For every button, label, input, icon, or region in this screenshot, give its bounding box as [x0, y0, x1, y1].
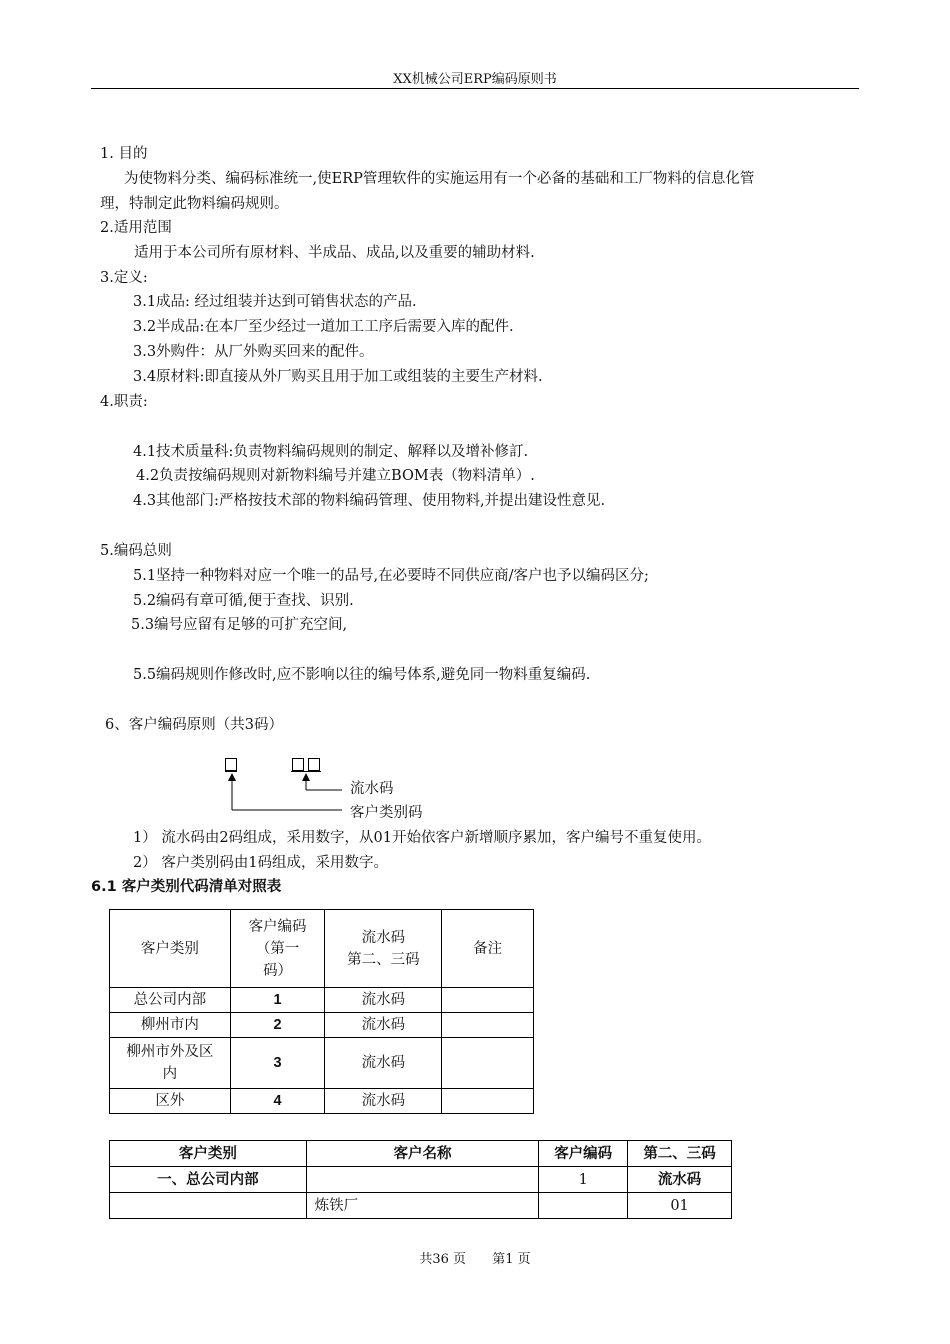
duty-item: 4.2负责按编码规则对新物料编号并建立BOM表（物料清单）. — [136, 468, 535, 484]
note-cell — [442, 1089, 534, 1114]
section-6-1-title: 6.1 客户类别代码清单对照表 — [91, 879, 282, 895]
category-cell: 柳州市外及区 内 — [110, 1038, 231, 1089]
customer-list-table — [109, 1140, 732, 1219]
total-pages: 共36 页 — [419, 1252, 466, 1267]
header-cell: 客户类别 — [110, 910, 231, 988]
section-2-title: 2.适用范围 — [100, 220, 172, 236]
header-cell: 客户名称 — [306, 1141, 539, 1167]
rule-item: 5.3编号应留有足够的可扩充空间, — [131, 617, 348, 633]
header-cell: 客户编码 — [539, 1141, 628, 1167]
duty-item: 4.3其他部门:严格按技术部的物料编码管理、使用物料,并提出建设性意见. — [133, 493, 606, 509]
header-cell: 客户编码 （第一 码） — [230, 910, 325, 988]
code-cell: 1 — [539, 1167, 628, 1193]
header-cell: 客户类别 — [110, 1141, 307, 1167]
pointer-arrows — [220, 770, 350, 815]
category-cell: 总公司内部 — [110, 988, 231, 1013]
rule-item: 5.1坚持一种物料对应一个唯一的品号,在必要時不同供应商/客户也予以编码区分; — [133, 568, 649, 584]
code-note: 1） 流水码由2码组成，采用数字，从01开始依客户新增顺序累加，客户编号不重复使用。 — [133, 830, 712, 846]
serial-cell: 01 — [628, 1193, 732, 1219]
section-1-title: 1. 目的 — [100, 146, 148, 162]
category-cell: 柳州市内 — [110, 1013, 231, 1038]
page-footer — [0, 1248, 950, 1267]
code-cell: 4 — [230, 1089, 325, 1114]
rule-item: 5.5编码规则作修改时,应不影响以往的编号体系,避免同一物料重复编码. — [133, 667, 591, 683]
customer-category-table — [109, 909, 534, 1114]
code-cell — [539, 1193, 628, 1219]
section-5-title: 5.编码总则 — [100, 543, 172, 559]
code-note: 2） 客户类别码由1码组成，采用数字。 — [133, 855, 389, 871]
section-3-title: 3.定义: — [100, 270, 148, 286]
serial-cell: 流水码 — [628, 1167, 732, 1193]
definition-item: 3.4原材料:即直接从外厂购买且用于加工或组装的主要生产材料. — [133, 369, 543, 385]
header-cell: 第二、三码 — [628, 1141, 732, 1167]
code-cell: 3 — [230, 1038, 325, 1089]
serial-cell: 流水码 — [325, 988, 442, 1013]
table-row — [110, 1038, 534, 1089]
table-row — [110, 1089, 534, 1114]
category-code-label: 客户类别码 — [350, 805, 423, 821]
table-header-row — [110, 910, 534, 988]
section-4-title: 4.职责: — [100, 394, 148, 410]
serial-cell: 流水码 — [325, 1013, 442, 1038]
header-cell: 备注 — [442, 910, 534, 988]
table-row — [110, 1013, 534, 1038]
serial-cell: 流水码 — [325, 1089, 442, 1114]
section-1-para-line1: 为使物料分类、编码标准统一,使ERP管理软件的实施运用有一个必备的基础和工厂物料的信息化管 — [124, 171, 755, 187]
arrow-up-icon — [228, 773, 236, 781]
code-cell: 2 — [230, 1013, 325, 1038]
duty-item: 4.1技术质量科:负责物料编码规则的制定、解释以及增补修訂. — [133, 444, 529, 460]
note-cell — [442, 1013, 534, 1038]
arrow-up-icon — [302, 773, 310, 781]
name-cell — [306, 1167, 539, 1193]
table-header-row — [110, 1141, 732, 1167]
table-row — [110, 1193, 732, 1219]
current-page: 第1 页 — [492, 1252, 531, 1267]
rule-item: 5.2编码有章可循,便于查找、识别. — [133, 593, 354, 609]
category-cell: 一、总公司内部 — [110, 1167, 307, 1193]
table-row — [110, 988, 534, 1013]
table-row — [110, 1167, 732, 1193]
name-cell: 炼铁厂 — [306, 1193, 539, 1219]
header-cell: 流水码 第二、三码 — [325, 910, 442, 988]
note-cell — [442, 988, 534, 1013]
serial-code-label: 流水码 — [350, 781, 394, 797]
definition-item: 3.3外购件：从厂外购买回来的配件。 — [133, 344, 374, 360]
section-6-title: 6、客户编码原则（共3码） — [105, 717, 283, 733]
definition-item: 3.2半成品:在本厂至少经过一道加工工序后需要入库的配件. — [133, 319, 514, 335]
section-2-para: 适用于本公司所有原材料、半成品、成品,以及重要的辅助材料. — [134, 245, 535, 261]
section-1-para-line2: 理，特制定此物料编码规则。 — [100, 196, 289, 212]
page-header-title: XX机械公司ERP编码原则书 — [393, 72, 557, 87]
category-cell: 区外 — [110, 1089, 231, 1114]
code-cell: 1 — [230, 988, 325, 1013]
serial-cell: 流水码 — [325, 1038, 442, 1089]
category-cell — [110, 1193, 307, 1219]
note-cell — [442, 1038, 534, 1089]
header-rule — [91, 88, 859, 89]
definition-item: 3.1成品: 经过组装并达到可销售状态的产品. — [133, 294, 417, 310]
